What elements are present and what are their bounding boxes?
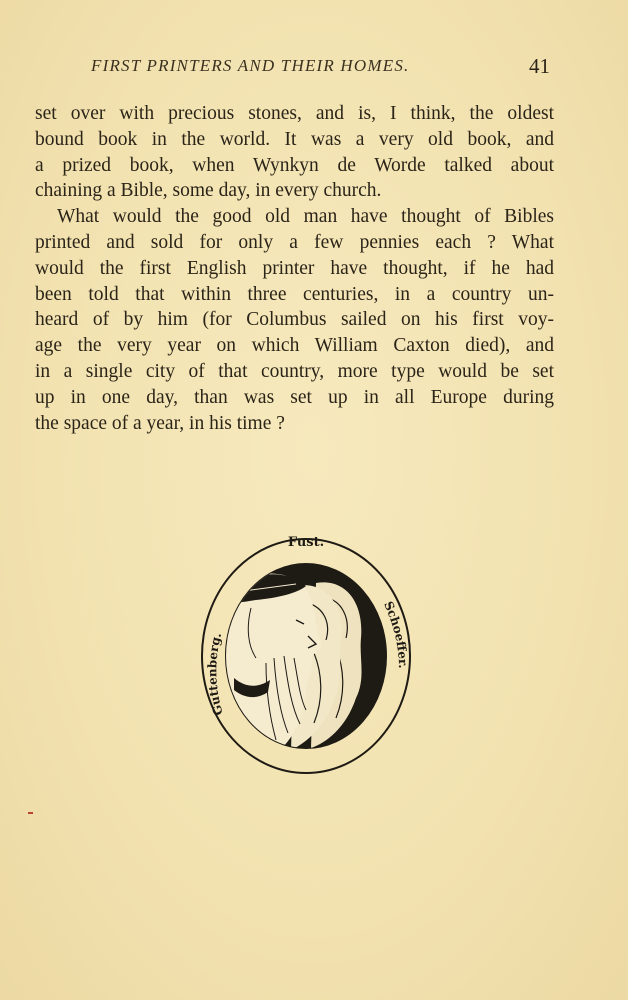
- text-line: in a single city of that country, more type would be set: [35, 360, 554, 382]
- running-title: FIRST PRINTERS AND THEIR HOMES.: [91, 56, 410, 75]
- text-line: the space of a year, in his time ?: [35, 412, 285, 434]
- text-line: would the first English printer have thought, if he had: [35, 257, 554, 279]
- text-line: been told that within three centuries, in a country un-: [35, 283, 554, 305]
- running-head: [0, 56, 628, 84]
- label-left: [205, 631, 225, 717]
- page-number: 41: [529, 54, 550, 78]
- label-right-path: Schoeffer.: [381, 599, 411, 669]
- text-line: set over with precious stones, and is, I think, the oldest: [35, 103, 554, 124]
- text-line: What would the good old man have thought of Bibles: [57, 206, 554, 228]
- text-line: chaining a Bible, some day, in every church.: [35, 180, 382, 202]
- body-text: [35, 101, 554, 436]
- label-top: Fust.: [287, 535, 325, 550]
- text-line: a prized book, when Wynkyn de Worde talked about: [35, 154, 554, 176]
- text-line: age the very year on which William Caxton died), and: [35, 335, 554, 357]
- text-line: bound book in the world. It was a very old book, and: [35, 128, 554, 150]
- printers-medallion-engraving: [196, 528, 416, 778]
- text-line: printed and sold for only a few pennies each ? What: [35, 231, 554, 253]
- ink-mark: [28, 812, 33, 814]
- text-line: heard of by him (for Columbus sailed on his first voy-: [35, 309, 554, 331]
- text-line: up in one day, than was set up in all Europe during: [35, 386, 554, 408]
- label-left-path: Guttenberg.: [205, 631, 226, 717]
